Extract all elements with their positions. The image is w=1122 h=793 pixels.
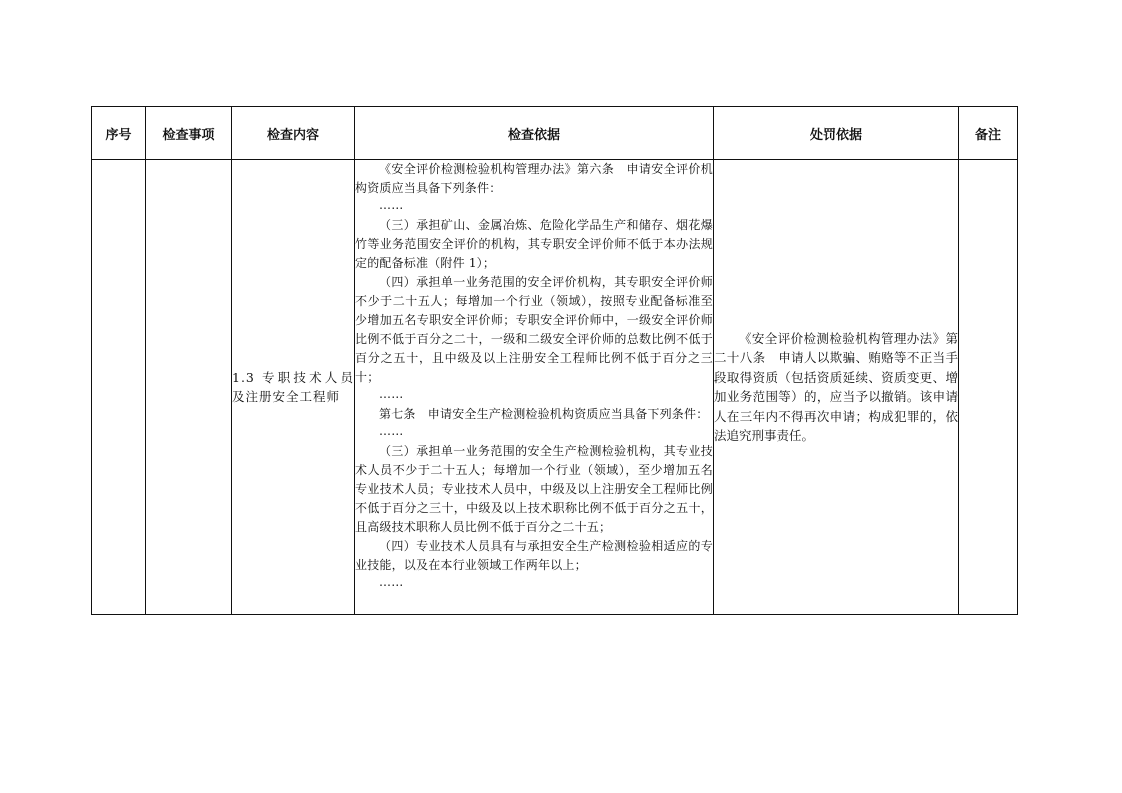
cell-seq (92, 160, 146, 615)
cell-basis (355, 160, 714, 615)
basis-ellipsis: …… (379, 575, 404, 589)
basis-paragraph: （三）承担单一业务范围的安全生产检测检验机构，其专业技术人员不少于二十五人；每增加一个行业（领域），至少增加五名专业技术人员；专业技术人员中，中级及以上注册安全工程师比例不低于百分之三十，中级及以上技术职称比例不低于百分之五十，且高级技术职称人员比例不低于百分之二十五； (355, 444, 713, 534)
basis-ellipsis: …… (379, 198, 404, 212)
basis-paragraph: （四）承担单一业务范围的安全评价机构，其专职安全评价师不少于二十五人；每增加一个行业（领域），按照专业配备标准至少增加五名专职安全评价师；专职安全评价师中，一级安全评价师比例不低于百分之二十，一级和二级安全评价师的总数比例不低于百分之五十，且中级及以上注册安全工程师比例不低于百分之三十； (355, 275, 713, 384)
header-content: 检查内容 (232, 107, 355, 160)
content-text: 1.3 专职技术人员及注册安全工程师 (232, 369, 354, 404)
cell-item (146, 160, 232, 615)
penalty-text: 《安全评价检测检验机构管理办法》第二十八条 申请人以欺骗、贿赂等不正当手段取得资质（包括资质延续、资质变更、增加业务范围等）的，应当予以撤销。该申请人在三年内不得再次申请；构成犯罪的，依法追究刑事责任。 (714, 330, 958, 443)
cell-penalty (714, 160, 959, 615)
header-penalty: 处罚依据 (714, 107, 959, 160)
basis-paragraph: 《安全评价检测检验机构管理办法》第六条 申请安全评价机构资质应当具备下列条件： (355, 162, 713, 195)
cell-content (232, 160, 355, 615)
table-header-row (92, 107, 1018, 160)
cell-remarks (959, 160, 1018, 615)
inspection-table (91, 106, 1018, 615)
basis-paragraph: （三）承担矿山、金属冶炼、危险化学品生产和储存、烟花爆竹等业务范围安全评价的机构，其专职安全评价师不低于本办法规定的配备标准（附件 1）； (355, 218, 713, 270)
header-seq: 序号 (92, 107, 146, 160)
basis-ellipsis: …… (379, 387, 404, 401)
basis-paragraph: （四）专业技术人员具有与承担安全生产检测检验相适应的专业技能，以及在本行业领域工作两年以上； (355, 539, 713, 572)
basis-paragraph: 第七条 申请安全生产检测检验机构资质应当具备下列条件： (379, 407, 709, 421)
header-item: 检查事项 (146, 107, 232, 160)
table-row (92, 160, 1018, 615)
basis-ellipsis: …… (379, 424, 404, 438)
header-basis: 检查依据 (355, 107, 714, 160)
header-remarks: 备注 (959, 107, 1018, 160)
